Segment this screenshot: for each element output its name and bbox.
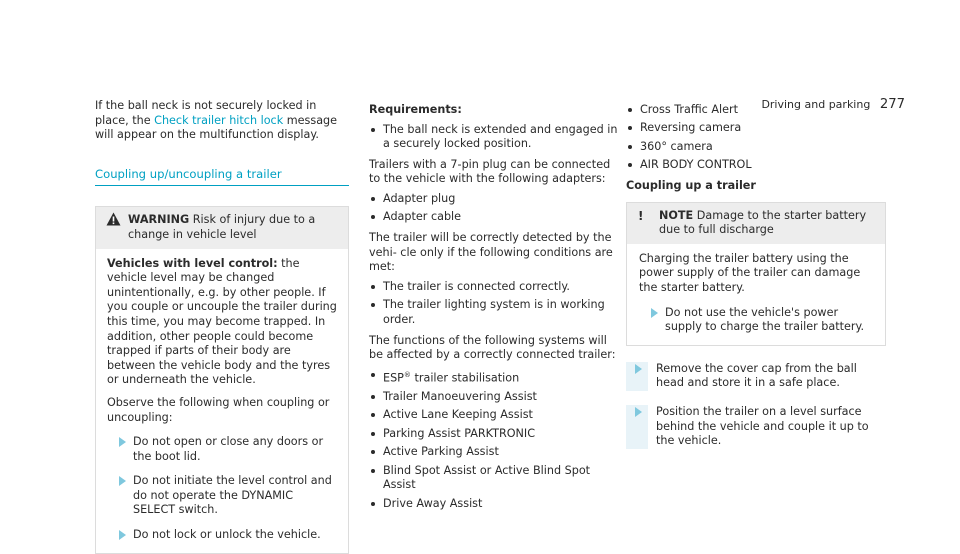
arrow-icon (119, 530, 126, 540)
note-box (626, 202, 886, 346)
coupling-heading: Coupling up a trailer (626, 179, 756, 193)
list-item: Active Lane Keeping Assist (369, 408, 621, 423)
warning-step: Do not open or close any doors or the boot lid. (107, 435, 338, 464)
list-item: Adapter plug (369, 192, 621, 207)
arrow-icon (635, 364, 642, 374)
section-title: Coupling up/uncoupling a trailer (95, 167, 349, 187)
requirements-list (369, 123, 621, 152)
trailer-hitch-message-link[interactable]: Check trailer hitch lock (154, 113, 284, 127)
left-column (95, 99, 349, 554)
coupling-step: Remove the cover cap from the ball head and store it in a safe place. (626, 362, 886, 391)
list-item: 360° camera (626, 140, 886, 155)
note-label: NOTE (659, 208, 694, 222)
section-name: Driving and parking (761, 98, 871, 111)
list-item: AIR BODY CONTROL (626, 158, 886, 173)
arrow-icon (651, 308, 658, 318)
warning-paragraph: Vehicles with level control: the vehicle level may be changed unintentionally, e.g. by other people. If you couple or uncouple the trailer during this time, you may become trapped. In addition, other people could become trapped if parts of their body are between the vehicle body and the tyres or underneath the vehicle. (107, 256, 337, 387)
exclamation-icon: ! (638, 208, 644, 223)
list-item: Trailer Manoeuvering Assist (369, 390, 621, 405)
middle-column (369, 103, 621, 518)
warning-instruction: Observe the following when coupling or uncoupling: (107, 395, 330, 424)
page-number: 277 (879, 97, 905, 112)
intro-text: If the ball neck is not securely locked in place, the Check trailer hitch lock message will appear on the multifunction display. (95, 99, 338, 142)
systems-intro: The functions of the following systems will be affected by a correctly connected trailer: (369, 333, 616, 362)
list-item: Parking Assist PARKTRONIC (369, 427, 621, 442)
coupling-steps (626, 362, 886, 449)
note-body (627, 244, 885, 345)
conditions-list (369, 280, 621, 328)
list-item: Cross Traffic Alert (626, 103, 886, 118)
warning-box (95, 206, 349, 553)
coupling-step: Position the trailer on a level surface behind the vehicle and couple it up to the vehicle. (626, 405, 886, 449)
note-text: Damage to the starter battery due to full discharge (659, 208, 867, 237)
systems-list-continued (626, 103, 886, 173)
list-item: Drive Away Assist (369, 497, 621, 512)
list-item: The trailer lighting system is in working order. (369, 298, 621, 327)
arrow-icon (119, 476, 126, 486)
warning-step: Do not lock or unlock the vehicle. (107, 528, 338, 543)
list-item: Adapter cable (369, 210, 621, 225)
warning-text: Risk of injury due to a change in vehicle level (128, 213, 316, 241)
detection-intro: The trailer will be correctly detected by the vehi- cle only if the following conditions are met: (369, 231, 613, 274)
arrow-icon (119, 437, 126, 447)
systems-list (369, 368, 621, 512)
note-paragraph: Charging the trailer battery using the power supply of the trailer can damage the starter battery. (639, 251, 861, 295)
list-item: ESP® trailer stabilisation (369, 368, 621, 386)
warning-label: WARNING (128, 213, 190, 227)
warning-step: Do not initiate the level control and do not operate the DYNAMIC SELECT switch. (107, 474, 338, 518)
adapters-intro: Trailers with a 7-pin plug can be connected to the vehicle with the following adapters: (369, 157, 611, 186)
note-step: Do not use the vehicle's power supply to charge the trailer battery. (639, 306, 875, 335)
warning-triangle-icon (106, 212, 121, 226)
requirements-heading: Requirements: (369, 103, 462, 116)
warning-body (96, 249, 348, 553)
list-item: The trailer is connected correctly. (369, 280, 621, 295)
list-item: Reversing camera (626, 121, 886, 136)
list-item: Active Parking Assist (369, 445, 621, 460)
note-header (627, 203, 885, 244)
warning-header (96, 207, 348, 248)
list-item: The ball neck is extended and engaged in a securely locked position. (369, 123, 621, 152)
list-item: Blind Spot Assist or Active Blind Spot Assist (369, 464, 621, 493)
adapters-list (369, 192, 621, 225)
arrow-icon (635, 407, 642, 417)
right-column (626, 103, 886, 449)
